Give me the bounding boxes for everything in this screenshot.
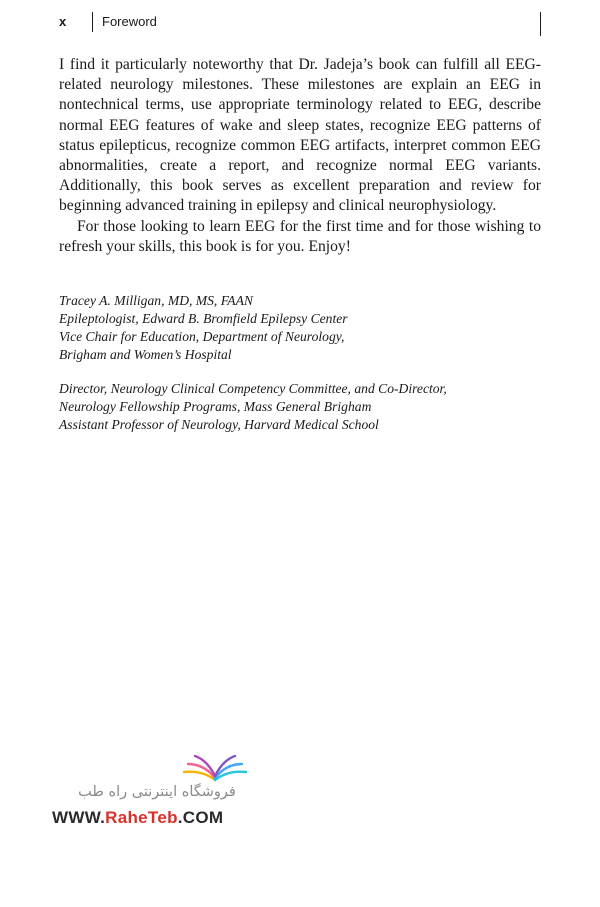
open-book-rainbow-icon xyxy=(180,752,250,782)
header-edge-rule xyxy=(540,12,541,36)
watermark-logo xyxy=(52,752,262,832)
signature-line: Vice Chair for Education, Department of Neurology, xyxy=(59,329,345,344)
foreword-body xyxy=(59,55,541,257)
signature-line: Brigham and Women’s Hospital xyxy=(59,347,232,362)
watermark-url xyxy=(52,808,223,828)
signature-block-roles xyxy=(59,380,541,434)
signature-line: Neurology Fellowship Programs, Mass General Brigham xyxy=(59,399,372,414)
signature-line: Epileptologist, Edward B. Bromfield Epilepsy Center xyxy=(59,311,348,326)
paragraph: I find it particularly noteworthy that Dr. Jadeja’s book can fulfill all EEG-related neurology milestones. These milestones are explain an EEG in nontechnical terms, use appropriate terminology related to EEG, describe normal EEG features of wake and sleep states, recognize EEG patterns of status epilepticus, recognize common EEG artifacts, interpret common EEG abnormalities, create a report, and recognize normal EEG variants. Additionally, this book serves as excellent preparation and review for beginning advanced training in epilepsy and clinical neurophysiology. xyxy=(59,56,541,215)
header-divider xyxy=(92,12,93,32)
url-prefix: WWW. xyxy=(52,808,106,827)
watermark-store-name: فروشگاه اینترنتی راه طب xyxy=(78,784,236,800)
url-suffix: .COM xyxy=(177,808,224,827)
url-brand: RaheTeb xyxy=(105,808,178,827)
signature-line: Tracey A. Milligan, MD, MS, FAAN xyxy=(59,293,253,308)
running-title: Foreword xyxy=(102,14,157,29)
signature-block-author xyxy=(59,292,541,364)
page-number: x xyxy=(59,14,67,29)
signature-line: Assistant Professor of Neurology, Harvard Medical School xyxy=(59,417,379,432)
signature-line: Director, Neurology Clinical Competency Committee, and Co-Director, xyxy=(59,381,447,396)
paragraph: For those looking to learn EEG for the first time and for those wishing to refresh your skills, this book is for you. Enjoy! xyxy=(59,217,541,255)
running-header xyxy=(59,12,541,32)
